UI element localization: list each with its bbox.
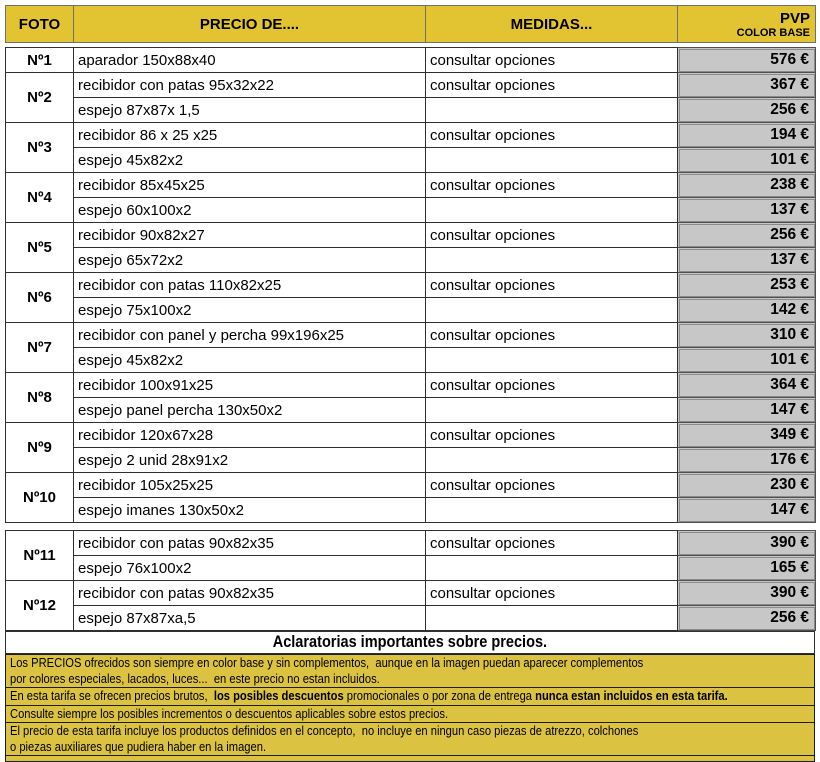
product-description-cell: espejo 76x100x2 (74, 556, 426, 581)
price-cell: 137 € (678, 198, 816, 223)
col-header-pvp (678, 6, 816, 43)
foto-cell: Nº4 (6, 173, 74, 223)
product-description-cell: recibidor con patas 110x82x25 (74, 273, 426, 298)
product-description-cell: recibidor 100x91x25 (74, 373, 426, 398)
price-cell: 101 € (678, 348, 816, 373)
product-description-cell: aparador 150x88x40 (74, 48, 426, 73)
price-cell: 147 € (678, 498, 816, 523)
notes-title: Aclaratorias importantes sobre precios. (272, 633, 548, 651)
product-row (6, 348, 816, 373)
foto-cell: Nº2 (6, 73, 74, 123)
product-description-cell: recibidor 86 x 25 x25 (74, 123, 426, 148)
foto-cell: Nº11 (6, 531, 74, 581)
product-row (6, 423, 816, 448)
medidas-cell (426, 298, 678, 323)
price-cell: 165 € (678, 556, 816, 581)
color-base-label: COLOR BASE (736, 27, 810, 39)
product-row (6, 498, 816, 523)
medidas-cell: consultar opciones (426, 48, 678, 73)
medidas-cell (426, 348, 678, 373)
product-row (6, 98, 816, 123)
note-block (5, 654, 815, 688)
medidas-cell: consultar opciones (426, 223, 678, 248)
product-row (6, 606, 816, 631)
price-cell: 390 € (678, 531, 816, 556)
price-cell: 147 € (678, 398, 816, 423)
price-cell: 230 € (678, 473, 816, 498)
product-description-cell: espejo 75x100x2 (74, 298, 426, 323)
medidas-cell (426, 98, 678, 123)
medidas-cell (426, 606, 678, 631)
col-header-medidas: MEDIDAS... (426, 6, 678, 43)
foto-cell: Nº12 (6, 581, 74, 631)
col-header-precio: PRECIO DE.... (74, 6, 426, 43)
medidas-cell: consultar opciones (426, 423, 678, 448)
note-block (5, 723, 815, 756)
product-row (6, 173, 816, 198)
product-row (6, 398, 816, 423)
medidas-cell: consultar opciones (426, 531, 678, 556)
product-description-cell: recibidor con patas 90x82x35 (74, 531, 426, 556)
product-description-cell: espejo 2 unid 28x91x2 (74, 448, 426, 473)
medidas-cell: consultar opciones (426, 123, 678, 148)
price-table-header (5, 5, 816, 43)
product-description-cell: espejo 87x87x 1,5 (74, 98, 426, 123)
medidas-cell: consultar opciones (426, 73, 678, 98)
medidas-cell: consultar opciones (426, 273, 678, 298)
price-table-block-1 (5, 47, 816, 523)
medidas-cell (426, 198, 678, 223)
product-row (6, 373, 816, 398)
foto-cell: Nº1 (6, 48, 74, 73)
note-line: Consulte siempre los posibles incrementos o descuentos aplicables sobre estos precios. (10, 705, 449, 721)
foto-cell: Nº7 (6, 323, 74, 373)
note-line: El precio de esta tarifa incluye los productos definidos en el concepto, no incluye en ningun caso piezas de atrezzo, colchones (10, 723, 639, 738)
product-description-cell: espejo panel percha 130x50x2 (74, 398, 426, 423)
medidas-cell (426, 448, 678, 473)
note-block (5, 706, 815, 724)
price-cell: 256 € (678, 606, 816, 631)
product-description-cell: recibidor 90x82x27 (74, 223, 426, 248)
product-description-cell: recibidor con patas 90x82x35 (74, 581, 426, 606)
medidas-cell (426, 556, 678, 581)
header-row (6, 6, 816, 43)
price-cell: 253 € (678, 273, 816, 298)
note-line: o piezas auxiliares que pudiera haber en la imagen. (10, 738, 267, 754)
medidas-cell: consultar opciones (426, 373, 678, 398)
price-cell: 137 € (678, 248, 816, 273)
product-row (6, 531, 816, 556)
price-cell: 367 € (678, 73, 816, 98)
product-description-cell: recibidor 120x67x28 (74, 423, 426, 448)
medidas-cell (426, 498, 678, 523)
medidas-cell: consultar opciones (426, 323, 678, 348)
price-cell: 142 € (678, 298, 816, 323)
product-row (6, 248, 816, 273)
foto-cell: Nº5 (6, 223, 74, 273)
foto-cell: Nº8 (6, 373, 74, 423)
foto-cell: Nº6 (6, 273, 74, 323)
note-block (5, 688, 815, 706)
medidas-cell (426, 398, 678, 423)
medidas-cell (426, 248, 678, 273)
price-table-block-2 (5, 530, 816, 631)
price-cell: 256 € (678, 98, 816, 123)
medidas-cell: consultar opciones (426, 581, 678, 606)
product-row (6, 48, 816, 73)
product-description-cell: espejo 60x100x2 (74, 198, 426, 223)
price-cell: 364 € (678, 373, 816, 398)
product-description-cell: espejo 45x82x2 (74, 348, 426, 373)
product-row (6, 273, 816, 298)
foto-cell: Nº9 (6, 423, 74, 473)
product-description-cell: recibidor 105x25x25 (74, 473, 426, 498)
notes-section (5, 654, 815, 756)
product-description-cell: recibidor 85x45x25 (74, 173, 426, 198)
foto-cell: Nº3 (6, 123, 74, 173)
foto-cell: Nº10 (6, 473, 74, 523)
product-row (6, 581, 816, 606)
price-cell: 256 € (678, 223, 816, 248)
note-line: En esta tarifa se ofrecen precios brutos, los posibles descuentos promocionales o por zona de entrega nunca estan incluidos en esta tarifa. (10, 688, 728, 703)
product-row (6, 556, 816, 581)
price-cell: 349 € (678, 423, 816, 448)
medidas-cell (426, 148, 678, 173)
product-row (6, 73, 816, 98)
product-description-cell: recibidor con patas 95x32x22 (74, 73, 426, 98)
col-header-foto: FOTO (6, 6, 74, 43)
price-cell: 194 € (678, 123, 816, 148)
note-line: Los PRECIOS ofrecidos son siempre en color base y sin complementos, aunque en la imagen puedan aparecer complementos (10, 655, 644, 670)
product-row (6, 448, 816, 473)
product-row (6, 198, 816, 223)
product-description-cell: recibidor con panel y percha 99x196x25 (74, 323, 426, 348)
product-row (6, 148, 816, 173)
product-description-cell: espejo 87x87xa,5 (74, 606, 426, 631)
medidas-cell: consultar opciones (426, 473, 678, 498)
notes-bottom-strip (5, 756, 815, 762)
price-cell: 101 € (678, 148, 816, 173)
product-row (6, 298, 816, 323)
price-cell: 390 € (678, 581, 816, 606)
note-line: por colores especiales, lacados, luces... en este precio no estan incluidos. (10, 670, 380, 686)
product-row (6, 123, 816, 148)
price-cell: 576 € (678, 48, 816, 73)
product-row (6, 223, 816, 248)
product-row (6, 323, 816, 348)
product-description-cell: espejo 45x82x2 (74, 148, 426, 173)
product-row (6, 473, 816, 498)
product-description-cell: espejo imanes 130x50x2 (74, 498, 426, 523)
notes-title-row (5, 631, 815, 654)
medidas-cell: consultar opciones (426, 173, 678, 198)
price-cell: 238 € (678, 173, 816, 198)
price-cell: 176 € (678, 448, 816, 473)
product-description-cell: espejo 65x72x2 (74, 248, 426, 273)
pvp-label: PVP (779, 10, 810, 27)
price-cell: 310 € (678, 323, 816, 348)
